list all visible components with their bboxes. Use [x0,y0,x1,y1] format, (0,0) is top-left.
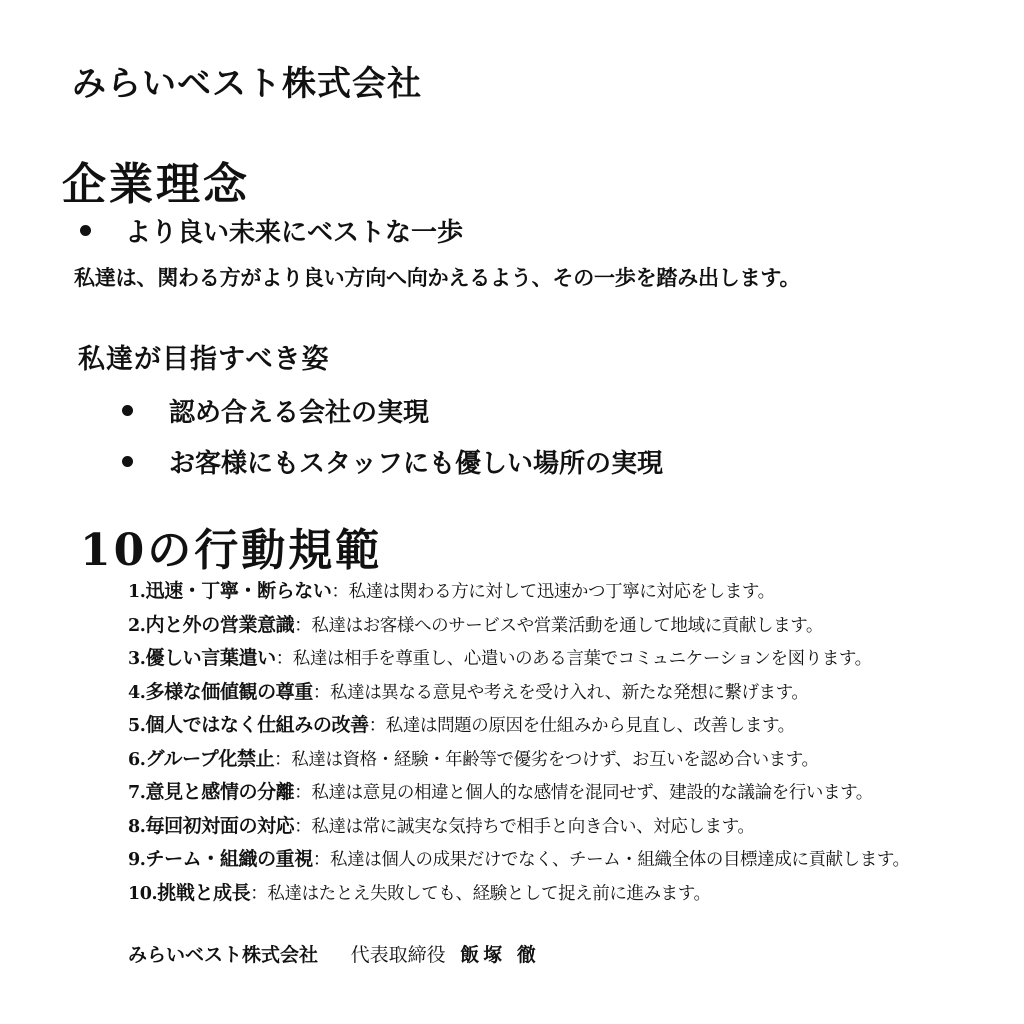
rule-body: ：私達は関わる方に対して迅速かつ丁寧に対応をします。 [331,582,775,602]
rule-item [128,844,910,878]
rule-body: ：私達は常に誠実な気持ちで相手と向き合い、対応します。 [294,816,755,837]
slogan-bullet [80,212,463,249]
rule-number: 1. [128,582,146,602]
rule-title: 毎回初対面の対応 [145,814,295,837]
rule-title: グループ化禁止 [145,747,275,770]
rule-body: ：私達は異なる意見や考えを受け入れ、新たな発想に繋げます。 [312,682,809,703]
vision-item-text: お客様にもスタッフにも優しい場所の実現 [169,449,664,479]
rule-title: 迅速・丁寧・断らない [145,580,332,602]
rule-body: ：私達は相手を尊重し、心遣いのある言葉でコミュニケーションを図ります。 [275,649,872,669]
rule-item [128,610,910,644]
rule-number: 7. [128,783,146,803]
rule-body: ：私達はたとえ失敗しても、経験として捉え前に進みます。 [250,883,711,904]
rule-title: チーム・組織の重視 [145,848,313,870]
vision-item [122,443,663,480]
rule-title: 内と外の営業意識 [145,613,295,636]
rule-body: ：私達は意見の相違と個人的な感情を混同せず、建設的な議論を行います。 [294,783,873,803]
rule-item [128,777,910,811]
rule-title: 個人ではなく仕組みの改善 [145,714,369,736]
company-name: みらいベスト株式会社 [72,64,422,104]
rule-body: ：私達は個人の成果だけでなく、チーム・組織全体の目標達成に貢献します。 [312,850,910,870]
rules-list [128,576,910,911]
rule-title: 意見と感情の分離 [145,781,295,803]
rule-number: 10. [128,883,158,904]
vision-item-text: 認め合える会社の実現 [169,398,430,428]
philosophy-statement: 私達は、関わる方がより良い方向へ向かえるよう、その一歩を踏み出します。 [74,265,801,290]
rule-title: 多様な価値観の尊重 [145,680,313,703]
philosophy-heading: 企業理念 [62,159,250,210]
signature-line [128,940,540,967]
rules-heading: 10の行動規範 [80,525,383,576]
bullet-icon [122,405,133,416]
rule-title: 優しい言葉遣い [145,647,276,669]
bullet-icon [122,456,133,467]
rule-item [128,677,910,711]
rule-item [128,811,910,845]
rule-number: 9. [128,850,146,870]
rule-number: 5. [128,716,146,736]
vision-item [122,392,429,429]
rule-number: 6. [128,749,146,770]
rule-title: 挑戦と成長 [157,881,251,904]
rule-number: 3. [128,649,146,669]
signature-company: みらいベスト株式会社 [128,944,319,966]
rule-number: 2. [128,615,146,636]
rule-body: ：私達は資格・経験・年齢等で優劣をつけず、お互いを認め合います。 [274,749,819,770]
signature-role: 代表取締役 [350,944,446,966]
rule-item [128,576,910,610]
rule-item [128,744,910,778]
rule-number: 8. [128,816,146,837]
signature-name: 飯塚 徹 [460,944,540,966]
slogan-text: より良い未来にベストな一歩 [125,218,464,248]
rule-item [128,710,910,744]
rule-item [128,643,910,677]
rule-number: 4. [128,682,146,703]
bullet-icon [80,225,91,236]
vision-heading: 私達が目指すべき姿 [78,344,330,375]
rule-body: ：私達は問題の原因を仕組みから見直し、改善します。 [368,716,795,736]
rule-body: ：私達はお客様へのサービスや営業活動を通して地域に貢献します。 [294,615,823,636]
rule-item [128,878,910,912]
